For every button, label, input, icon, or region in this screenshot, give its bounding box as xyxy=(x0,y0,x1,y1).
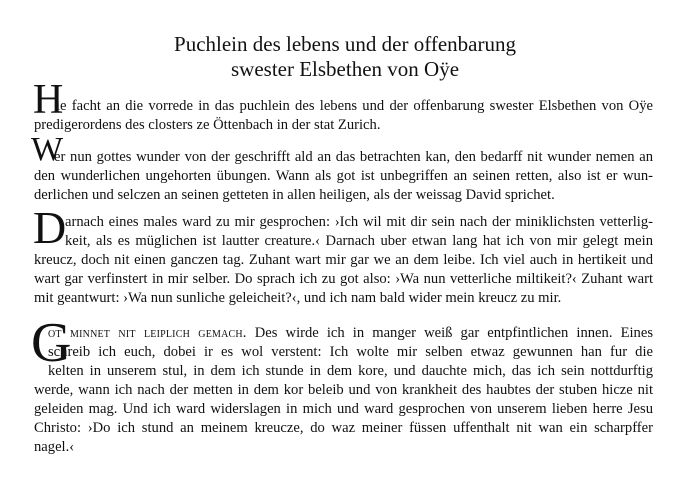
paragraph-line: wart gar verfinstert in mir selber. Do sprach ich zu got also: ›Wa nun vetterliche miltikeit?‹ Zuhant wart xyxy=(34,271,653,287)
paragraph-line: kreucz, doch nit einen ganczen tag. Zuhant wart mir gar we an dem leibe. Ich viel auch in hertikeit und xyxy=(34,252,653,268)
drop-cap-initial: G xyxy=(31,312,72,374)
title-line-1: Puchlein des lebens und der offenbarung xyxy=(174,32,516,56)
drop-cap-initial: H xyxy=(33,77,64,123)
paragraph-line: Christo: ›Do ich stund an meinem kreucze, do waz meiner füssen uffenthalt nit wan ein scharpffer xyxy=(34,420,653,436)
paragraph-2 xyxy=(31,131,653,205)
paragraph-line: derlichen und selczen an seinen getteten in allen heiligen, als der weissag David sprichet. xyxy=(34,187,555,203)
paragraph-line: nagel.‹ xyxy=(34,439,75,455)
paragraph-line: arnach eines males ward zu mir gesprochen: ›Ich wil mit dir sein nach der miniklichsten vetterlig- xyxy=(65,214,653,230)
paragraph-4 xyxy=(31,312,653,457)
drop-cap-initial: W xyxy=(31,131,64,168)
paragraph-line: keit, als es müglichen ist lautter creature.‹ Darnach uber etwan lang hat ich von mir gelegt mein xyxy=(65,233,653,249)
paragraph-line: den wunderlichen ungehorten übungen. Wann als got ist unbegriffen an seinen retten, also ist er wun- xyxy=(34,168,653,184)
small-caps-phrase: ot minnet nit leiplich gemach. xyxy=(48,325,247,341)
paragraph-line-rest: Des wirde ich in manger weiß gar entpfintlichen innen. Eines xyxy=(246,325,653,341)
paragraph-line: werde, wann ich nach der metten in dem kor beleib und von krankheit des haubtes der stuben hicze nit xyxy=(34,382,653,398)
paragraph-line: geleiden mag. Und ich ward widerslagen in mich und ward gesprochen von unserem lieben herre Jesu xyxy=(34,401,653,417)
paragraph-1 xyxy=(33,77,653,135)
paragraph-line xyxy=(34,324,653,343)
paragraph-line: mit geantwurt: ›Wa nun sunliche geleicheit?‹, und ich nam bald wider mein kreucz zu mir. xyxy=(34,290,562,306)
paragraph-line: predigerordens des closters ze Öttenbach in der stat Zurich. xyxy=(34,117,381,133)
paragraph-line: ie facht an die vorrede in das puchlein des lebens und der offenbarung swester Elsbethen von Oÿe xyxy=(56,98,653,114)
document-title xyxy=(0,32,690,82)
paragraph-line: schreib ich euch, dobei ir es wol verstent: Ich wolte mir selben etwaz gewunnen han fur die xyxy=(48,344,653,360)
paragraph-line: er nun gottes wunder von der geschrifft ald an das betrachten kan, den bedarff nit wunder nemen an xyxy=(54,149,653,165)
drop-cap-initial: D xyxy=(33,202,67,253)
title-line-2: swester Elsbethen von Oÿe xyxy=(230,57,460,81)
paragraph-3 xyxy=(33,202,653,308)
paragraph-line: kelten in unserem stul, in dem ich stunde in dem kore, und dauchte mich, das ich sein nottdurftig xyxy=(48,363,653,379)
